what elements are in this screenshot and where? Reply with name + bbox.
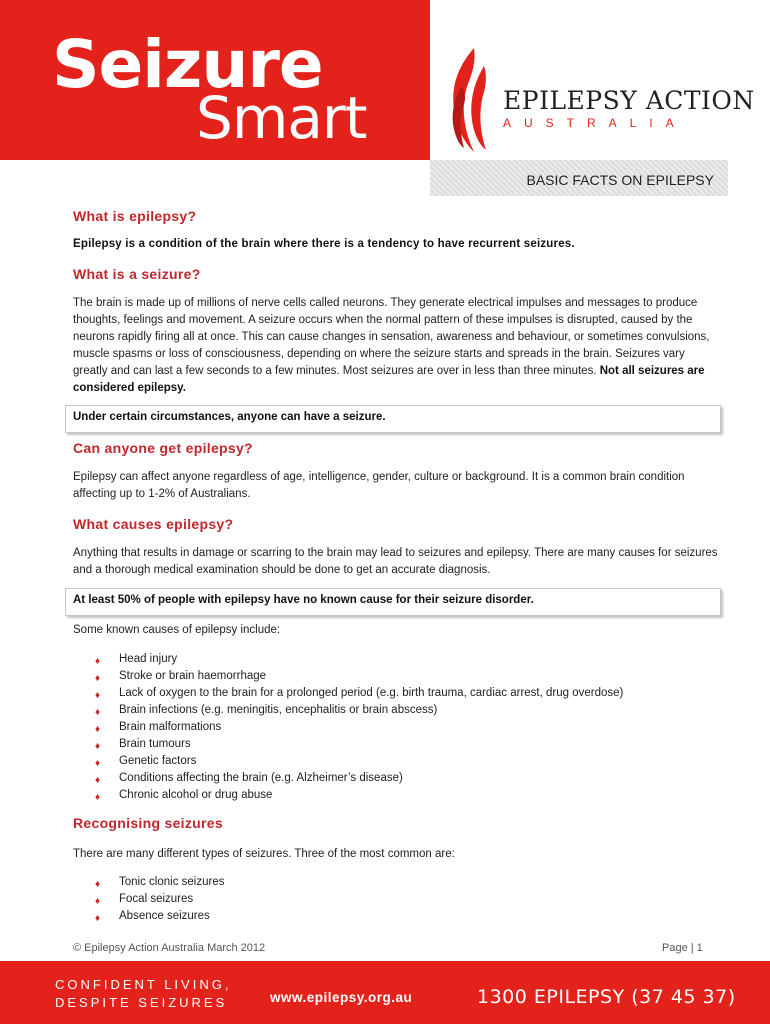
list-item-text: Focal seizures (119, 893, 194, 905)
seizure-smart-banner (0, 0, 430, 160)
causes-list-intro: Some known causes of epilepsy include: (73, 624, 281, 636)
callout-no-known-cause (65, 588, 721, 616)
heading-what-is-epilepsy: What is epilepsy? (73, 208, 197, 224)
flame-bullet-icon: ♦ (95, 724, 101, 735)
list-item (73, 719, 723, 736)
list-item (73, 668, 723, 685)
page-number: Page | 1 (662, 942, 703, 954)
callout-no-known-cause-text: At least 50% of people with epilepsy have no known cause for their seizure disorder. (73, 594, 534, 606)
tagline-line2: DESPITE SEIZURES (55, 995, 228, 1010)
flame-bullet-icon: ♦ (95, 673, 101, 684)
document-label-bar (430, 160, 728, 196)
flame-bullet-icon: ♦ (95, 758, 101, 769)
list-item-text: Lack of oxygen to the brain for a prolonged period (e.g. birth trauma, cardiac arrest, drug overdose) (119, 687, 624, 699)
what-is-epilepsy-text: Epilepsy is a condition of the brain where there is a tendency to have recurrent seizures. (73, 238, 575, 250)
callout-anyone-seizure-text: Under certain circumstances, anyone can have a seizure. (73, 411, 386, 423)
website-link[interactable]: www.epilepsy.org.au (270, 990, 413, 1005)
heading-what-causes: What causes epilepsy? (73, 516, 234, 532)
list-item-text: Brain malformations (119, 721, 222, 733)
list-item (73, 736, 723, 753)
list-item (73, 753, 723, 770)
flame-bullet-icon: ♦ (95, 775, 101, 786)
can-anyone-text: Epilepsy can affect anyone regardless of age, intelligence, gender, culture or background. It is a common brain condition affecting up to 1-2% of Australians. (73, 471, 685, 500)
list-item-text: Brain infections (e.g. meningitis, encephalitis or brain abscess) (119, 704, 438, 716)
heading-recognising: Recognising seizures (73, 815, 223, 831)
seizure-description: The brain is made up of millions of nerve cells called neurons. They generate electrical impulses and messages to produce thoughts, feelings and movement. A seizure occurs when the normal pattern of these impulses is disrupted, caused by the neurons rapidly firing all at once. This can cause changes in sensation, awareness and behaviour, or sometimes convulsions, muscle spasms or loss of consciousness, depending on where the seizure starts and spreads in the brain. Seizures vary greatly and can last a few seconds to a few minutes. Most seizures are over in less than three minutes. (73, 297, 710, 377)
list-item (73, 651, 723, 668)
org-name: EPILEPSY ACTION (503, 86, 755, 115)
phone-number: 1300 EPILEPSY (37 45 37) (477, 986, 736, 1008)
flame-bullet-icon: ♦ (95, 707, 101, 718)
list-item-text: Chronic alcohol or drug abuse (119, 789, 273, 801)
flame-bullet-icon: ♦ (95, 792, 101, 803)
flame-bullet-icon: ♦ (95, 913, 101, 924)
list-item (73, 770, 723, 787)
causes-list (73, 651, 723, 804)
org-country: AUSTRALIA (503, 116, 687, 130)
flame-bullet-icon: ♦ (95, 896, 101, 907)
heading-what-is-seizure: What is a seizure? (73, 266, 201, 282)
list-item (73, 874, 723, 891)
tagline-line1: CONFIDENT LIVING, (55, 977, 232, 992)
list-item-text: Stroke or brain haemorrhage (119, 670, 267, 682)
list-item-text: Genetic factors (119, 755, 197, 767)
what-causes-text: Anything that results in damage or scarring to the brain may lead to seizures and epilepsy. There are many causes for seizures and a thorough medical examination should be done to get an accurate diagnosis. (73, 547, 718, 576)
list-item-text: Head injury (119, 653, 178, 665)
copyright-notice: © Epilepsy Action Australia March 2012 (73, 942, 266, 954)
list-item (73, 891, 723, 908)
document-label: BASIC FACTS ON EPILEPSY (526, 172, 714, 188)
flame-logo-icon (444, 46, 492, 156)
flame-bullet-icon: ♦ (95, 656, 101, 667)
footer-banner (0, 961, 770, 1024)
flame-bullet-icon: ♦ (95, 690, 101, 701)
brand-title-seizure: Seizure (52, 26, 323, 103)
recognising-text: There are many different types of seizures. Three of the most common are: (73, 848, 455, 860)
list-item (73, 787, 723, 804)
list-item (73, 685, 723, 702)
flame-bullet-icon: ♦ (95, 879, 101, 890)
callout-anyone-seizure (65, 405, 721, 433)
seizure-bold-statement: Not all seizures are considered epilepsy. (73, 365, 705, 394)
list-item-text: Tonic clonic seizures (119, 876, 225, 888)
list-item (73, 908, 723, 925)
list-item-text: Conditions affecting the brain (e.g. Alzheimer’s disease) (119, 772, 403, 784)
brand-title-smart: Smart (196, 84, 367, 152)
heading-can-anyone: Can anyone get epilepsy? (73, 440, 253, 456)
list-item-text: Brain tumours (119, 738, 191, 750)
list-item-text: Absence seizures (119, 910, 210, 922)
seizure-types-list (73, 874, 723, 925)
flame-bullet-icon: ♦ (95, 741, 101, 752)
what-is-seizure-text (73, 295, 721, 397)
list-item (73, 702, 723, 719)
